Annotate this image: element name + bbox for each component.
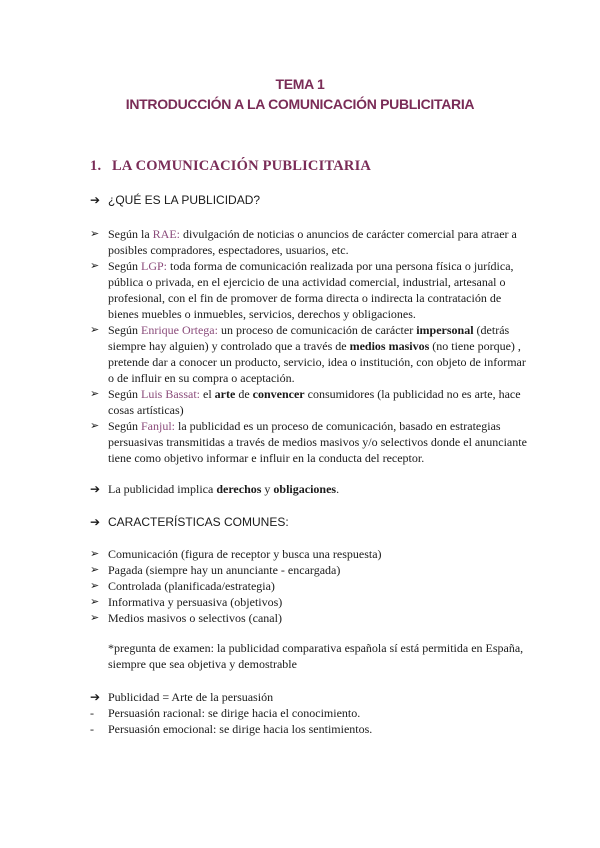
arrow-icon: ➔	[90, 193, 101, 207]
implica-line: ➔ La publicidad implica derechos y obligaciones.	[90, 482, 340, 496]
source-lgp: LGP:	[141, 259, 168, 273]
bullet-arrow-icon: ➢	[90, 259, 100, 272]
question-caracteristicas: ➔ CARACTERÍSTICAS COMUNES:	[90, 515, 289, 529]
arrow-icon: ➔	[90, 690, 101, 704]
bullet-arrow-icon: ➢	[90, 611, 100, 624]
definition-item: ➢ Según Enrique Ortega: un proceso de comunicación de carácter impersonal (detrás siempre hay alguien) y controlado que a través de medios masivos (no tiene porque) , pretende dar a conocer un producto, servicio, idea o institución, con objeto de informar o de influir en su compra o aceptación.	[90, 323, 526, 385]
bullet-arrow-icon: ➢	[90, 579, 100, 592]
arrow-icon: ➔	[90, 482, 101, 496]
bullet-arrow-icon: ➢	[90, 227, 100, 240]
source-ortega: Enrique Ortega:	[141, 323, 218, 337]
bullet-arrow-icon: ➢	[90, 419, 100, 432]
definition-item: ➢ Según Luis Bassat: el arte de convencer consumidores (la publicidad no es arte, hace cosas artísticas)	[90, 387, 521, 417]
section-heading	[90, 158, 371, 175]
dash-bullet: -	[90, 706, 94, 720]
bullet-arrow-icon: ➢	[90, 387, 100, 400]
document-title: INTRODUCCIÓN A LA COMUNICACIÓN PUBLICITARIA	[125, 96, 475, 112]
definition-item: ➢ Según LGP: toda forma de comunicación realizada por una persona física o jurídica, pública o privada, en el ejercicio de una actividad comercial, industrial, artesanal o profesional, con el fin de promover de forma directa o indirecta la contratación de bienes muebles o inmuebles, servicios, derechos y obligaciones.	[90, 259, 514, 321]
exam-note: *pregunta de examen: la publicidad comparativa española sí está permitida en España, siempre que sea objetiva y demostrable	[108, 641, 524, 671]
list-item: - Persuasión emocional: se dirige hacia los sentimientos.	[90, 722, 373, 736]
list-item: ➢ Controlada (planificada/estrategia)	[90, 579, 275, 593]
list-item: ➢ Informativa y persuasiva (objetivos)	[90, 595, 283, 609]
bullet-arrow-icon: ➢	[90, 323, 100, 336]
persuasion-heading: ➔ Publicidad = Arte de la persuasión	[90, 690, 274, 704]
arrow-icon: ➔	[90, 515, 101, 529]
question-que-es: ➔ ¿QUÉ ES LA PUBLICIDAD?	[90, 193, 261, 207]
definition-item: ➢ Según Fanjul: la publicidad es un proceso de comunicación, basado en estrategias persuasivas transmitidas a través de medios masivos y/o selectivos donde el anunciante tiene como objetivo informar e influir en la conducta del receptor.	[90, 419, 527, 465]
bullet-arrow-icon: ➢	[90, 595, 100, 608]
bullet-arrow-icon: ➢	[90, 563, 100, 576]
definition-item: ➢ Según la RAE: divulgación de noticias o anuncios de carácter comercial para atraer a posibles compradores, espectadores, usuarios, etc.	[90, 227, 517, 257]
dash-bullet: -	[90, 722, 94, 736]
tema-label: TEMA 1	[275, 76, 325, 92]
section-title: LA COMUNICACIÓN PUBLICITARIA	[112, 158, 372, 174]
list-item: ➢ Pagada (siempre hay un anunciante - encargada)	[90, 563, 341, 577]
list-item: ➢ Comunicación (figura de receptor y busca una respuesta)	[90, 547, 382, 561]
source-fanjul: Fanjul:	[141, 419, 176, 433]
list-item: - Persuasión racional: se dirige hacia el conocimiento.	[90, 706, 361, 720]
source-bassat: Luis Bassat:	[141, 387, 200, 401]
list-item: ➢ Medios masivos o selectivos (canal)	[90, 611, 282, 625]
section-number: 1.	[90, 158, 102, 174]
bullet-arrow-icon: ➢	[90, 547, 100, 560]
source-rae: RAE:	[152, 227, 181, 241]
